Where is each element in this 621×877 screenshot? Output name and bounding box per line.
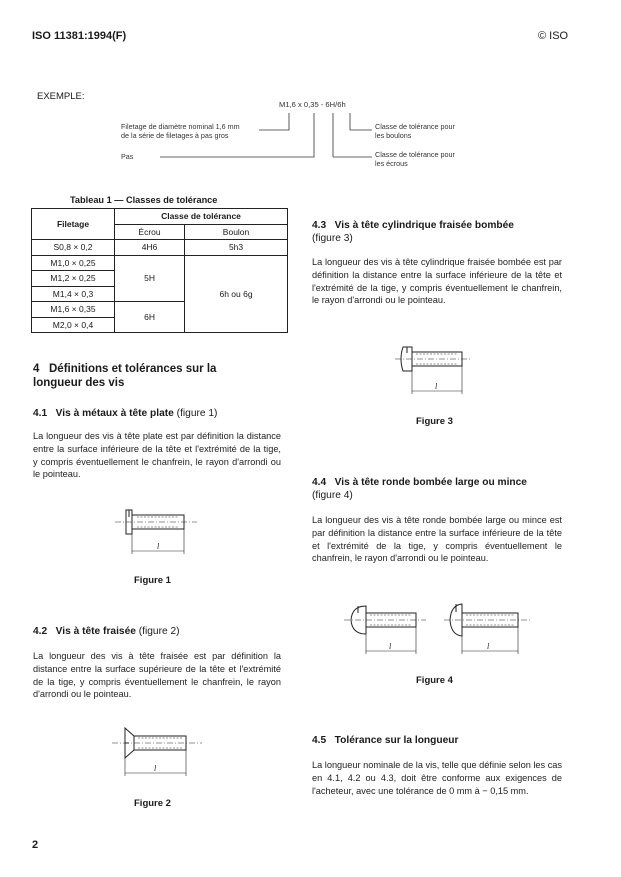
length-label: l [389, 642, 392, 651]
paragraph-4-4: La longueur des vis à tête ronde bombée large ou mince est par définition la distance entre la surface inférieure de la tête et l'extrémité de la tige, y compris éventuellement le chanfrein, le rayon d'arrondi ou le pointeau. [312, 515, 562, 564]
subsection-heading-4-3: 4.3 Vis à tête cylindrique fraisée bombée (figure 3) [312, 220, 514, 244]
figure-2-caption: Figure 2 [134, 798, 171, 809]
subsection-heading-4-5: 4.5 Tolérance sur la longueur [312, 735, 459, 746]
length-label: l [154, 764, 157, 773]
bolt-cell: 5h3 [185, 240, 288, 256]
tolerance-table [31, 208, 288, 333]
nut-cell: 4H6 [115, 240, 185, 256]
figure-4-caption: Figure 4 [416, 675, 453, 686]
header-thread: Filetage [32, 209, 115, 240]
figure-2-drawing [112, 722, 207, 784]
header-bolt: Boulon [185, 224, 288, 240]
paragraph-4-5: La longueur nominale de la vis, telle que définie selon les cas en 4.1, 4.2 ou 4.3, doit être conforme aux exigences de l'acheteur, avec une tolérance de 0 mm à − 0,15 mm. [312, 760, 562, 796]
length-label: l [157, 542, 160, 551]
bolt-cell: 6h ou 6g [185, 255, 288, 333]
header-nut: Écrou [115, 224, 185, 240]
thread-cell: M1,0 × 0,25 [32, 255, 115, 271]
table-caption: Tableau 1 — Classes de tolérance [70, 195, 218, 205]
thread-cell: S0,8 × 0,2 [32, 240, 115, 256]
thread-cell: M2,0 × 0,4 [32, 317, 115, 333]
paragraph-4-1: La longueur des vis à tête plate est par définition la distance entre la surface inférieure de la tête et l'extrémité de la tige, y compris éventuellement le chanfrein, le rayon d'arrondi ou le pointeau. [33, 431, 281, 480]
page-number: 2 [32, 839, 39, 851]
figure-3-caption: Figure 3 [416, 416, 453, 427]
example-designation: M1,6 x 0,35 - 6H/6h [279, 100, 346, 109]
note-pitch: Pas [121, 152, 134, 161]
thread-cell: M1,6 × 0,35 [32, 302, 115, 318]
subsection-heading-4-4: 4.4 Vis à tête ronde bombée large ou mince (figure 4) [312, 477, 527, 501]
subsection-heading-4-1: 4.1 Vis à métaux à tête plate (figure 1) [33, 408, 218, 419]
example-leader-lines [0, 0, 621, 200]
publisher-mark: © ISO [538, 30, 569, 42]
figure-3-drawing [395, 337, 475, 402]
thread-cell: M1,4 × 0,3 [32, 286, 115, 302]
figure-4-drawing [344, 600, 534, 665]
length-label: l [487, 642, 490, 651]
example-label: EXEMPLE: [37, 91, 85, 102]
note-bolt-class: Classe de tolérance pour les boulons [375, 122, 455, 140]
nut-cell: 6H [115, 302, 185, 333]
length-label: l [435, 382, 438, 391]
header-class: Classe de tolérance [115, 209, 288, 225]
thread-cell: M1,2 × 0,25 [32, 271, 115, 287]
paragraph-4-2: La longueur des vis à tête fraisée est par définition la distance entre la surface supérieure de la tête et l'extrémité de la tige, y compris éventuellement le chanfrein, le rayon d'arrondi ou le pointeau. [33, 651, 281, 700]
document-id: ISO 11381:1994(F) [32, 30, 127, 42]
paragraph-4-3: La longueur des vis à tête cylindrique fraisée bombée est par définition la distance entre la surface inférieure de la tête et l'extrémité de la tige, y compris éventuellement le chanfrein, le rayon d'arrondi ou le pointeau. [312, 257, 562, 306]
figure-1-drawing [115, 502, 205, 567]
note-nut-class: Classe de tolérance pour les écrous [375, 150, 455, 168]
figure-1-caption: Figure 1 [134, 575, 171, 586]
section-heading: 4 Définitions et tolérances sur la longueur des vis [33, 363, 217, 389]
subsection-heading-4-2: 4.2 Vis à tête fraisée (figure 2) [33, 626, 180, 637]
nut-cell: 5H [115, 255, 185, 302]
note-diameter: Filetage de diamètre nominal 1,6 mm de la série de filetages à pas gros [121, 122, 240, 140]
